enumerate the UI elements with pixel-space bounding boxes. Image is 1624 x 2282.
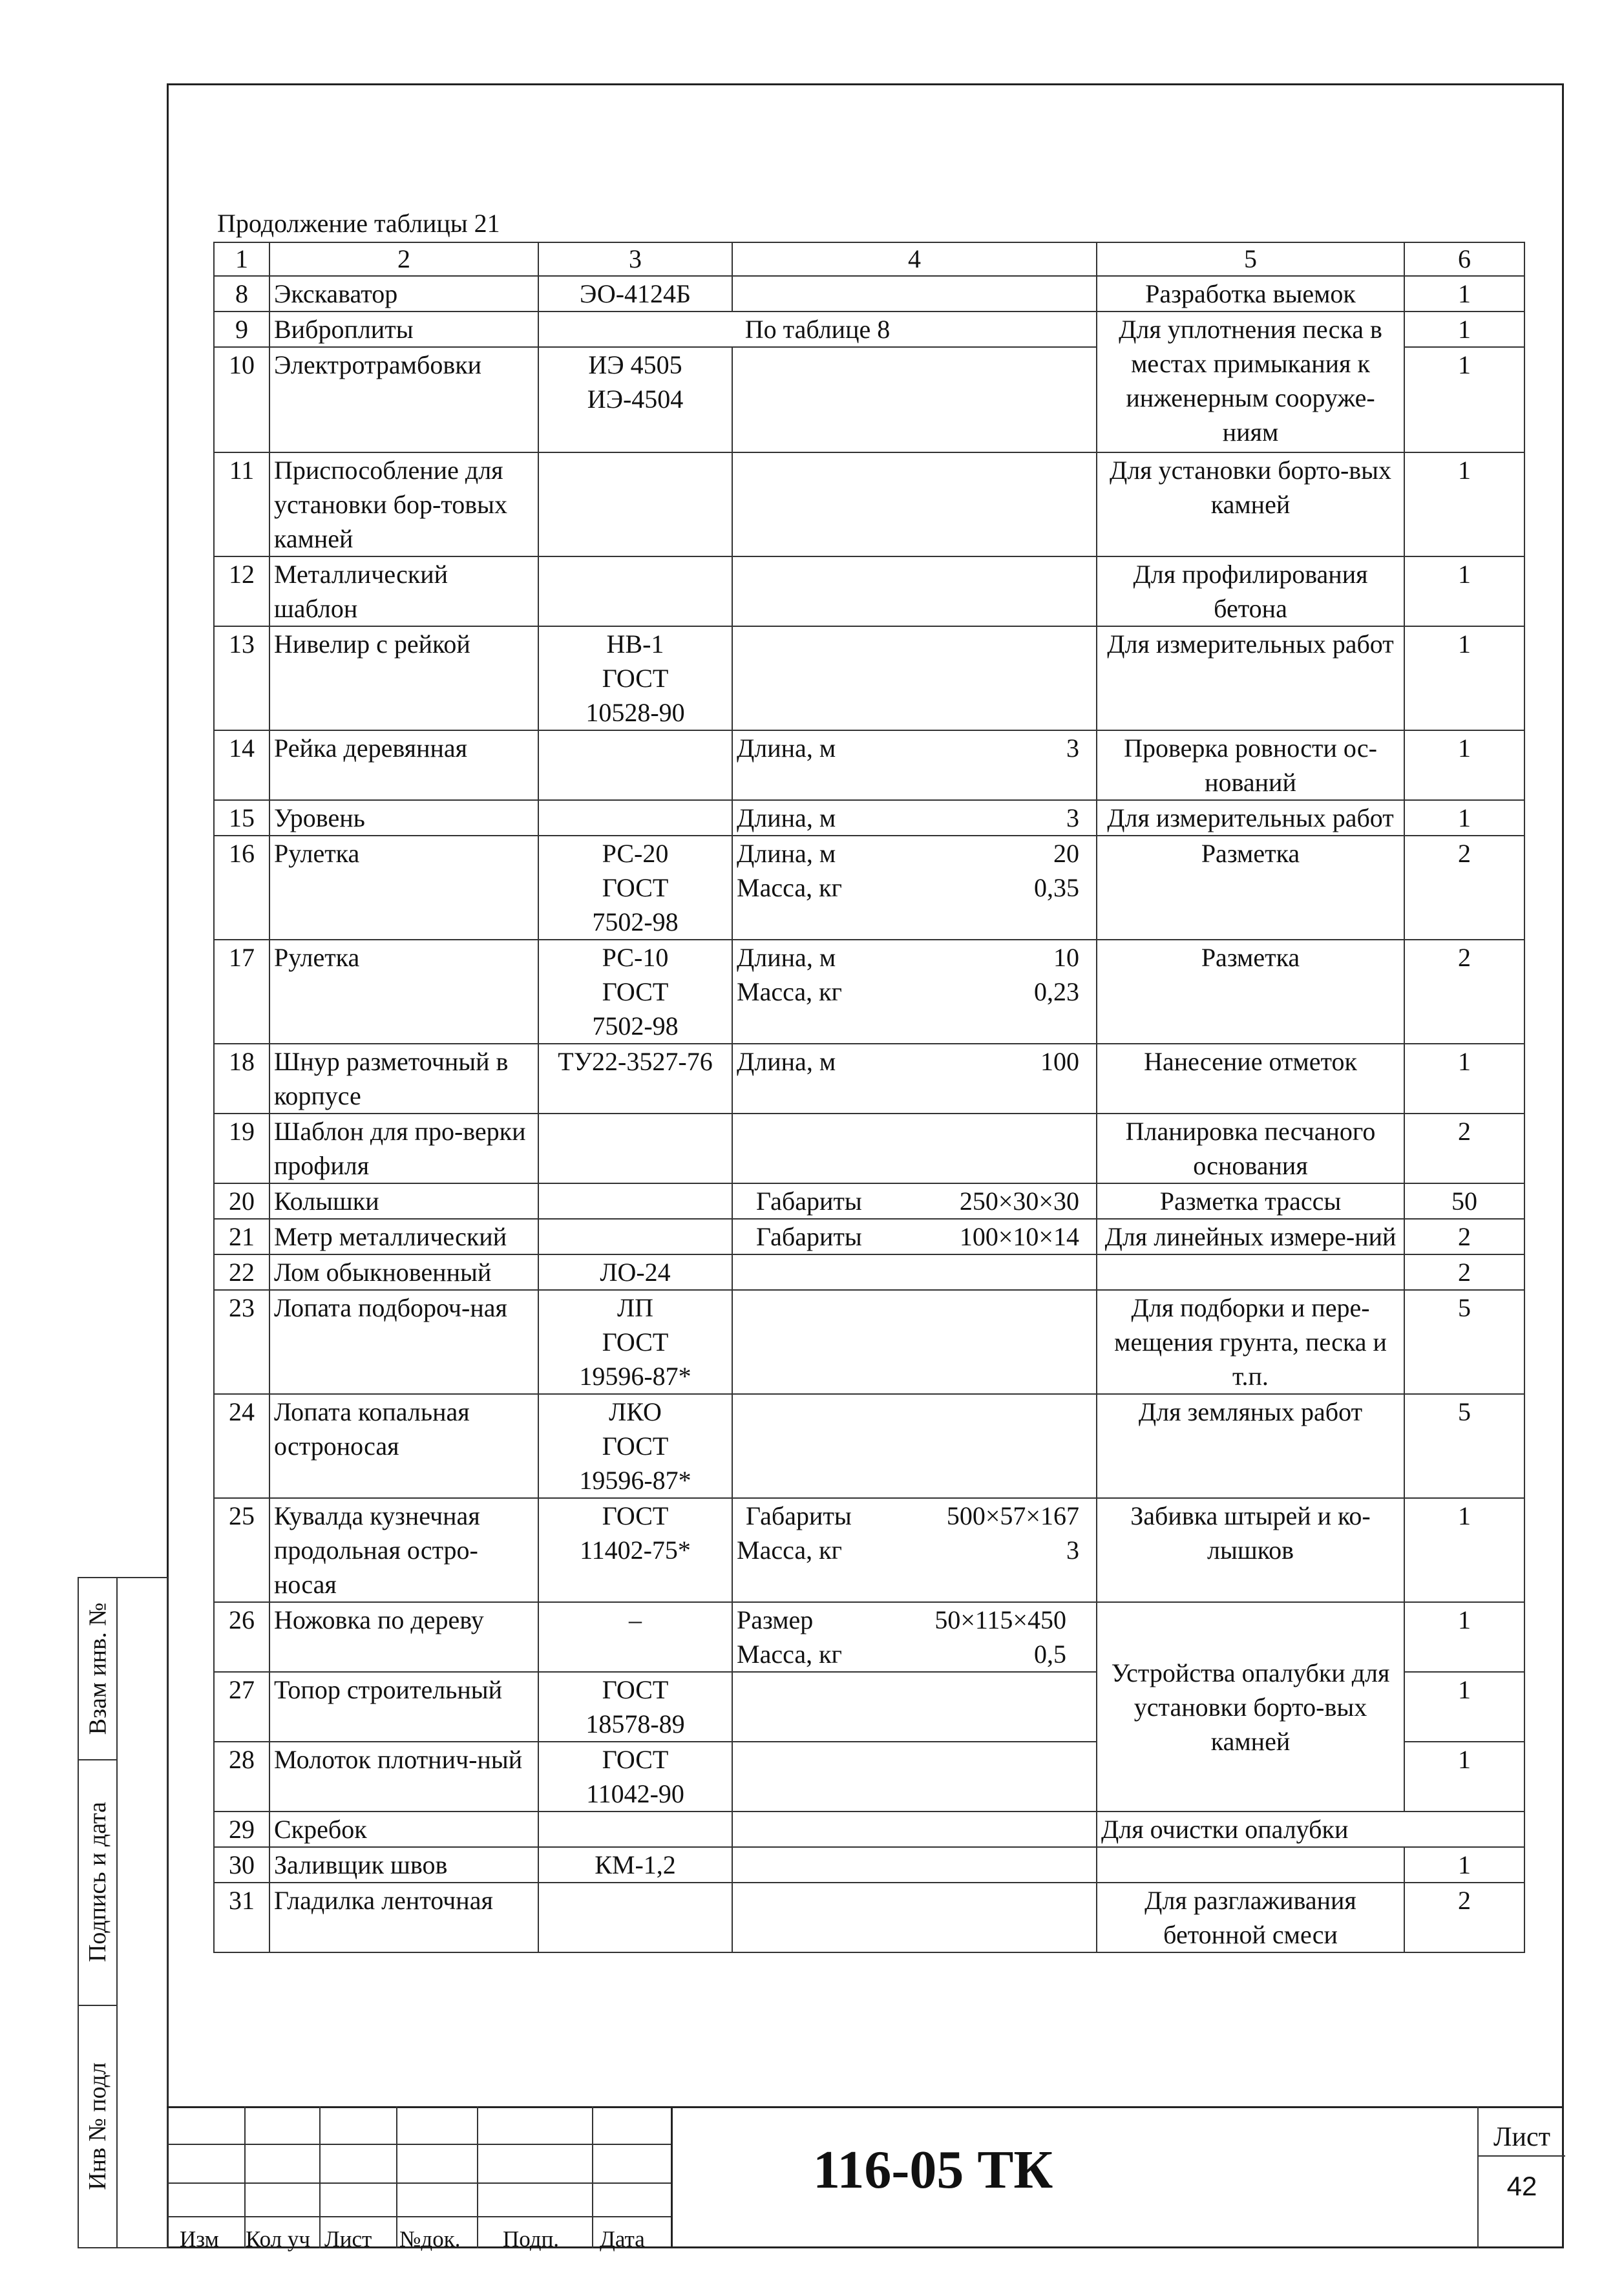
item-brand (538, 556, 732, 626)
revision-label: №док. (399, 2226, 461, 2252)
item-purpose: Забивка штырей и ко-лышков (1097, 1498, 1404, 1602)
item-qty: 1 (1404, 800, 1524, 836)
param-label: Габариты (756, 1222, 862, 1251)
row-number: 14 (214, 730, 269, 800)
param-value: 3 (1066, 1536, 1079, 1565)
item-qty: 5 (1404, 1394, 1524, 1498)
side-label: Взам инв. № (84, 1602, 112, 1735)
item-name: Лопата копальная остроносая (269, 1394, 538, 1498)
param-label: Масса, кг (737, 873, 842, 902)
revision-label: Изм (180, 2226, 219, 2252)
item-name: Рулетка (269, 836, 538, 940)
item-qty: 1 (1404, 1672, 1524, 1742)
table-row (214, 1602, 1524, 1672)
item-name: Шаблон для про-верки профиля (269, 1114, 538, 1183)
item-brand (538, 940, 732, 1044)
brand-line: ГОСТ (602, 977, 669, 1006)
brand-line: ГОСТ (602, 873, 669, 902)
grid-line (592, 2106, 593, 2248)
item-purpose: Разметка трассы (1097, 1183, 1404, 1219)
brand-line: ГОСТ (602, 1327, 669, 1357)
item-brand (538, 1812, 732, 1847)
item-spec (732, 1044, 1097, 1114)
table-row (214, 1883, 1524, 1952)
row-number: 13 (214, 626, 269, 730)
brand-line: ЛКО (609, 1397, 662, 1426)
brand-line: ЛП (617, 1293, 653, 1322)
item-qty: 2 (1404, 836, 1524, 940)
item-name: Метр металлический (269, 1219, 538, 1254)
grid-line (319, 2106, 321, 2248)
item-spec: По таблице 8 (538, 312, 1097, 347)
item-qty: 5 (1404, 1290, 1524, 1394)
item-purpose: Для разглаживания бетонной смеси (1097, 1883, 1404, 1952)
item-qty: 2 (1404, 1883, 1524, 1952)
row-number: 24 (214, 1394, 269, 1498)
param-label: Габариты (756, 1187, 862, 1216)
item-purpose: Проверка ровности ос-нований (1097, 730, 1404, 800)
grid-line (477, 2106, 478, 2248)
item-brand (538, 1742, 732, 1812)
revision-grid (167, 2106, 671, 2252)
brand-line: 19596-87* (579, 1362, 691, 1391)
item-spec (732, 1812, 1097, 1847)
table-row (214, 626, 1524, 730)
item-brand (538, 730, 732, 800)
revision-label: Подп. (503, 2226, 560, 2252)
sheet-number: 42 (1506, 2171, 1537, 2201)
item-spec (732, 1254, 1097, 1290)
grid-line (396, 2106, 397, 2248)
item-purpose: Нанесение отметок (1097, 1044, 1404, 1114)
item-brand: ТУ22-3527-76 (538, 1044, 732, 1114)
brand-line: ГОСТ (602, 1432, 669, 1461)
brand-line: НВ-1 (606, 629, 664, 659)
item-name: Металлический шаблон (269, 556, 538, 626)
item-qty: 1 (1404, 1044, 1524, 1114)
row-number: 27 (214, 1672, 269, 1742)
brand-line: 11402-75* (580, 1536, 691, 1565)
grid-line (167, 2182, 671, 2184)
revision-label: Кол уч (246, 2226, 310, 2252)
row-number: 19 (214, 1114, 269, 1183)
item-brand (538, 626, 732, 730)
revision-label: Дата (600, 2226, 645, 2252)
item-spec (732, 1883, 1097, 1952)
item-spec (732, 626, 1097, 730)
param-value: 3 (1066, 734, 1079, 763)
item-name: Заливщик швов (269, 1847, 538, 1883)
item-brand: ЭО-4124Б (538, 276, 732, 312)
item-brand: КМ-1,2 (538, 1847, 732, 1883)
item-spec (732, 1742, 1097, 1812)
item-spec (732, 276, 1097, 312)
item-spec (732, 347, 1097, 452)
item-purpose: Для измерительных работ (1097, 800, 1404, 836)
item-brand: ЛО-24 (538, 1254, 732, 1290)
table-row (214, 1812, 1524, 1847)
item-purpose (1097, 1847, 1404, 1883)
side-label: Инв № подл (84, 2062, 112, 2190)
item-qty: 1 (1404, 730, 1524, 800)
table-row (214, 1290, 1524, 1394)
brand-line: ИЭ 4505 (588, 350, 682, 379)
item-brand (538, 1498, 732, 1602)
brand-line: 19596-87* (579, 1466, 691, 1495)
item-name: Молоток плотнич-ный (269, 1742, 538, 1812)
side-stamp-strip (78, 1577, 168, 2248)
item-name: Экскаватор (269, 276, 538, 312)
item-purpose: Для земляных работ (1097, 1394, 1404, 1498)
item-purpose: Для профилирования бетона (1097, 556, 1404, 626)
param-label: Масса, кг (737, 977, 842, 1006)
param-label: Длина, м (737, 839, 836, 868)
item-purpose: Для установки борто-вых камней (1097, 452, 1404, 556)
item-purpose: Для линейных измере-ний (1097, 1219, 1404, 1254)
item-spec (732, 1114, 1097, 1183)
item-purpose: Для измерительных работ (1097, 626, 1404, 730)
row-number: 10 (214, 347, 269, 452)
sheet-box (1477, 2106, 1564, 2248)
item-purpose: Разметка (1097, 836, 1404, 940)
title-block-separator (671, 2106, 673, 2248)
table-row (214, 452, 1524, 556)
item-name: Лопата подбороч-ная (269, 1290, 538, 1394)
header-cell: 4 (732, 242, 1097, 276)
item-brand (538, 347, 732, 452)
item-purpose: Планировка песчаного основания (1097, 1114, 1404, 1183)
brand-line: РС-10 (602, 943, 669, 972)
item-spec (732, 452, 1097, 556)
grid-line (167, 2216, 671, 2217)
param-value: 100 (1040, 1047, 1079, 1076)
header-cell: 1 (214, 242, 269, 276)
side-cell-signature (79, 1759, 116, 2006)
item-brand: – (538, 1602, 732, 1672)
param-value: 0,35 (1034, 873, 1079, 902)
side-label: Подпись и дата (84, 1801, 112, 1963)
item-purpose: Разработка выемок (1097, 276, 1404, 312)
param-label: Длина, м (737, 734, 836, 763)
param-value: 250×30×30 (959, 1187, 1079, 1216)
item-name: Лом обыкновенный (269, 1254, 538, 1290)
param-label: Длина, м (737, 943, 836, 972)
table-row (214, 1394, 1524, 1498)
item-name: Электротрамбовки (269, 347, 538, 452)
table-row (214, 836, 1524, 940)
item-qty: 1 (1404, 1498, 1524, 1602)
item-qty: 1 (1404, 556, 1524, 626)
item-spec (732, 1498, 1097, 1602)
row-number: 25 (214, 1498, 269, 1602)
table-row (214, 276, 1524, 312)
brand-line: ГОСТ (602, 1745, 669, 1774)
item-spec (732, 940, 1097, 1044)
item-purpose: Для очистки опалубки (1097, 1812, 1524, 1847)
item-qty: 50 (1404, 1183, 1524, 1219)
grid-line (167, 2144, 671, 2145)
item-name: Гладилка ленточная (269, 1883, 538, 1952)
param-value: 500×57×167 (946, 1501, 1079, 1530)
brand-line: 7502-98 (592, 1011, 679, 1041)
item-qty: 1 (1404, 1602, 1524, 1672)
item-spec (732, 836, 1097, 940)
header-cell: 2 (269, 242, 538, 276)
param-label: Габариты (746, 1501, 852, 1530)
brand-line: 11042-90 (586, 1779, 684, 1808)
item-purpose: Разметка (1097, 940, 1404, 1044)
item-spec (732, 800, 1097, 836)
item-name: Скребок (269, 1812, 538, 1847)
param-value: 10 (1053, 943, 1079, 972)
side-cell-inventory (79, 2005, 116, 2248)
table-row (214, 1254, 1524, 1290)
item-brand (538, 800, 732, 836)
param-value: 50×115×450 (934, 1605, 1066, 1634)
table-row (214, 1114, 1524, 1183)
item-qty: 1 (1404, 1847, 1524, 1883)
row-number: 29 (214, 1812, 269, 1847)
item-name: Кувалда кузнечная продольная остро-носая (269, 1498, 538, 1602)
param-label: Длина, м (737, 1047, 836, 1076)
brand-line: 10528-90 (585, 698, 685, 727)
table-row (214, 1498, 1524, 1602)
sheet-label: Лист (1479, 2122, 1565, 2157)
item-name: Топор строительный (269, 1672, 538, 1742)
row-number: 17 (214, 940, 269, 1044)
brand-line: 7502-98 (592, 907, 679, 936)
item-qty: 1 (1404, 347, 1524, 452)
brand-line: ГОСТ (602, 664, 669, 693)
item-spec (732, 730, 1097, 800)
row-number: 22 (214, 1254, 269, 1290)
item-spec (732, 1847, 1097, 1883)
table-row (214, 800, 1524, 836)
row-number: 12 (214, 556, 269, 626)
item-name: Виброплиты (269, 312, 538, 347)
item-spec (732, 556, 1097, 626)
item-purpose (1097, 1254, 1404, 1290)
item-name: Приспособление для установки бор-товых камней (269, 452, 538, 556)
param-value: 20 (1053, 839, 1079, 868)
item-brand (538, 1883, 732, 1952)
item-name: Нивелир с рейкой (269, 626, 538, 730)
row-number: 26 (214, 1602, 269, 1672)
header-cell: 3 (538, 242, 732, 276)
item-brand (538, 452, 732, 556)
revision-label: Лист (324, 2226, 372, 2252)
brand-line: ИЭ-4504 (587, 385, 684, 414)
table-row (214, 1044, 1524, 1114)
item-name: Ножовка по дереву (269, 1602, 538, 1672)
item-name: Рейка деревянная (269, 730, 538, 800)
item-name: Рулетка (269, 940, 538, 1044)
item-brand (538, 1114, 732, 1183)
table-row (214, 730, 1524, 800)
item-spec (732, 1602, 1097, 1672)
item-spec (732, 1394, 1097, 1498)
row-number: 15 (214, 800, 269, 836)
item-brand (538, 1290, 732, 1394)
header-cell: 6 (1404, 242, 1524, 276)
param-label: Длина, м (737, 803, 836, 832)
item-qty: 2 (1404, 940, 1524, 1044)
item-brand (538, 1394, 732, 1498)
brand-line: РС-20 (602, 839, 669, 868)
item-purpose: Устройства опалубки для установки борто-вых камней (1097, 1602, 1404, 1812)
item-spec (732, 1219, 1097, 1254)
row-number: 16 (214, 836, 269, 940)
item-qty: 2 (1404, 1254, 1524, 1290)
brand-line: ГОСТ (602, 1501, 669, 1530)
item-qty: 1 (1404, 626, 1524, 730)
item-purpose: Для уплотнения песка в местах примыкания к инженерным сооруже-ниям (1097, 312, 1404, 452)
item-purpose: Для подборки и пере-мещения грунта, песка и т.п. (1097, 1290, 1404, 1394)
item-qty: 2 (1404, 1114, 1524, 1183)
table-row (214, 556, 1524, 626)
item-qty: 1 (1404, 1742, 1524, 1812)
item-spec (732, 1183, 1097, 1219)
table-row (214, 1219, 1524, 1254)
item-brand (538, 1183, 732, 1219)
row-number: 21 (214, 1219, 269, 1254)
table-row (214, 940, 1524, 1044)
document-code: 116-05 ТК (813, 2140, 1053, 2200)
title-block (167, 2106, 1564, 2252)
row-number: 30 (214, 1847, 269, 1883)
row-number: 23 (214, 1290, 269, 1394)
param-label: Масса, кг (737, 1536, 842, 1565)
row-number: 18 (214, 1044, 269, 1114)
param-value: 0,23 (1034, 977, 1079, 1006)
row-number: 9 (214, 312, 269, 347)
item-brand (538, 1672, 732, 1742)
item-name: Колышки (269, 1183, 538, 1219)
item-qty: 1 (1404, 452, 1524, 556)
row-number: 11 (214, 452, 269, 556)
table-caption: Продолжение таблицы 21 (217, 209, 500, 238)
item-brand (538, 1219, 732, 1254)
equipment-table (213, 242, 1525, 1953)
side-cell-replacement (79, 1578, 116, 1760)
item-name: Уровень (269, 800, 538, 836)
header-cell: 5 (1097, 242, 1404, 276)
item-qty: 2 (1404, 1219, 1524, 1254)
row-number: 28 (214, 1742, 269, 1812)
row-number: 20 (214, 1183, 269, 1219)
brand-line: ГОСТ (602, 1675, 669, 1704)
item-spec (732, 1290, 1097, 1394)
brand-line: 18578-89 (585, 1709, 685, 1738)
item-qty: 1 (1404, 276, 1524, 312)
table-row (214, 1183, 1524, 1219)
item-brand (538, 836, 732, 940)
param-label: Масса, кг (737, 1640, 842, 1669)
item-name: Шнур разметочный в корпусе (269, 1044, 538, 1114)
param-value: 0,5 (1034, 1640, 1066, 1669)
param-value: 3 (1066, 803, 1079, 832)
table-row (214, 1847, 1524, 1883)
table-header-row (214, 242, 1524, 276)
table-row (214, 312, 1524, 347)
param-value: 100×10×14 (959, 1222, 1079, 1251)
item-spec (732, 1672, 1097, 1742)
param-label: Размер (737, 1605, 814, 1634)
row-number: 8 (214, 276, 269, 312)
item-qty: 1 (1404, 312, 1524, 347)
row-number: 31 (214, 1883, 269, 1952)
